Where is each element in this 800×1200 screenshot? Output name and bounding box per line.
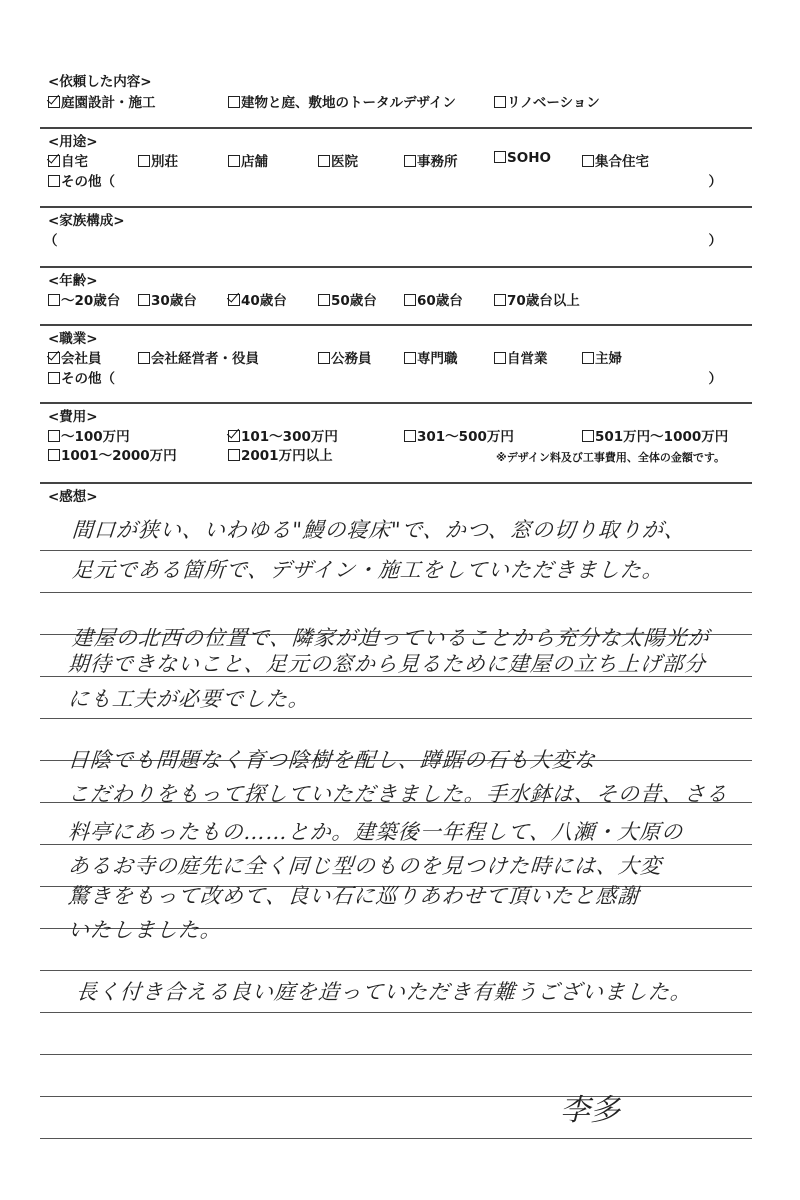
- age-option-50s[interactable]: 50歳台: [318, 289, 377, 309]
- age-option-40s[interactable]: 40歳台: [228, 289, 287, 309]
- checkbox-icon[interactable]: [318, 155, 330, 167]
- impression-line: 建屋の北西の位置で、隣家が迫っていることから充分な太陽光が: [71, 626, 711, 650]
- impression-line: あるお寺の庭先に全く同じ型のものを見つけた時には、大変: [67, 854, 663, 878]
- usage-option-clinic[interactable]: 医院: [318, 150, 358, 170]
- ruled-line: [40, 1054, 752, 1055]
- section-divider: [40, 482, 752, 484]
- impression-line: 長く付き合える良い庭を造っていただき有難うございました。: [75, 980, 693, 1004]
- checkbox-icon[interactable]: [404, 430, 416, 442]
- age-option-70s[interactable]: 70歳台以上: [494, 289, 580, 309]
- occupation-option-specialist[interactable]: 専門職: [404, 347, 458, 367]
- impression-line: こだわりをもって探していただきました。手水鉢は、その昔、さる: [67, 782, 729, 806]
- checkbox-icon[interactable]: [582, 155, 594, 167]
- checkbox-icon[interactable]: [582, 352, 594, 364]
- close-paren: ）: [708, 371, 722, 387]
- cost-option-501-1000[interactable]: 501万円～1000万円: [582, 425, 728, 445]
- checkbox-checked-icon[interactable]: [228, 430, 240, 442]
- occupation-option-homemaker[interactable]: 主婦: [582, 347, 622, 367]
- checkbox-icon[interactable]: [48, 449, 60, 461]
- impression-line: 足元である箇所で、デザイン・施工をしていただきました。: [71, 558, 665, 582]
- checkbox-icon[interactable]: [138, 155, 150, 167]
- checkbox-icon[interactable]: [138, 294, 150, 306]
- impression-line: 日陰でも問題なく育つ陰樹を配し、蹲踞の石も大変な: [67, 748, 597, 772]
- impression-line: 期待できないこと、足元の窓から見るために建屋の立ち上げ部分: [67, 652, 707, 676]
- section-divider: [40, 127, 752, 129]
- ruled-line: [40, 718, 752, 719]
- family-section-title: <家族構成>: [48, 213, 125, 229]
- checkbox-icon[interactable]: [494, 352, 506, 364]
- checkbox-icon[interactable]: [48, 294, 60, 306]
- age-option-30s[interactable]: 30歳台: [138, 289, 197, 309]
- usage-option-home[interactable]: 自宅: [48, 150, 88, 170]
- close-paren: ）: [708, 174, 722, 190]
- ruled-line: [40, 1138, 752, 1139]
- ruled-line: [40, 550, 752, 551]
- ruled-line: [40, 592, 752, 593]
- cost-option-101-300[interactable]: 101～300万円: [228, 425, 338, 445]
- checkbox-icon[interactable]: [494, 151, 506, 163]
- checkbox-icon[interactable]: [228, 449, 240, 461]
- occupation-option-civil-servant[interactable]: 公務員: [318, 347, 372, 367]
- request-option-total-design[interactable]: 建物と庭、敷地のトータルデザイン: [228, 91, 456, 111]
- occupation-option-executive[interactable]: 会社経営者・役員: [138, 347, 259, 367]
- section-divider: [40, 206, 752, 208]
- cost-option-under-100[interactable]: ～100万円: [48, 425, 130, 445]
- checkbox-icon[interactable]: [48, 430, 60, 442]
- checkbox-checked-icon[interactable]: [48, 352, 60, 364]
- section-divider: [40, 402, 752, 404]
- checkbox-icon[interactable]: [48, 372, 60, 384]
- impression-line: 間口が狭い、いわゆる"鰻の寝床"で、かつ、窓の切り取りが、: [71, 518, 687, 542]
- usage-option-soho[interactable]: SOHO: [494, 150, 551, 166]
- usage-option-shop[interactable]: 店舗: [228, 150, 268, 170]
- checkbox-icon[interactable]: [318, 352, 330, 364]
- impression-line: 驚きをもって改めて、良い石に巡りあわせて頂いたと感謝: [67, 884, 641, 908]
- checkbox-icon[interactable]: [404, 294, 416, 306]
- checkbox-icon[interactable]: [228, 155, 240, 167]
- checkbox-icon[interactable]: [494, 294, 506, 306]
- request-section-title: <依頼した内容>: [48, 74, 152, 90]
- usage-option-other[interactable]: その他（: [48, 170, 115, 190]
- cost-section-title: <費用>: [48, 409, 98, 425]
- usage-option-apartment[interactable]: 集合住宅: [582, 150, 649, 170]
- occupation-section-title: <職業>: [48, 331, 98, 347]
- age-option-60s[interactable]: 60歳台: [404, 289, 463, 309]
- cost-note: ※デザイン料及び工事費用、全体の金額です。: [496, 451, 726, 464]
- impressions-section-title: <感想>: [48, 489, 98, 505]
- checkbox-icon[interactable]: [138, 352, 150, 364]
- ruled-line: [40, 1012, 752, 1013]
- section-divider: [40, 266, 752, 268]
- impression-line: いたしました。: [67, 918, 223, 942]
- occupation-option-self-employed[interactable]: 自営業: [494, 347, 548, 367]
- family-close-paren: ）: [708, 233, 722, 249]
- checkbox-icon[interactable]: [228, 96, 240, 108]
- cost-option-over-2001[interactable]: 2001万円以上: [228, 444, 333, 464]
- checkbox-icon[interactable]: [582, 430, 594, 442]
- checkbox-checked-icon[interactable]: [48, 96, 60, 108]
- checkbox-icon[interactable]: [48, 175, 60, 187]
- signature: 李多: [560, 1093, 620, 1128]
- checkbox-icon[interactable]: [318, 294, 330, 306]
- usage-section-title: <用途>: [48, 134, 98, 150]
- impression-line: 料亭にあったもの……とか。建築後一年程して、八瀬・大原の: [67, 820, 685, 844]
- age-option-20s[interactable]: ～20歳台: [48, 289, 120, 309]
- usage-option-villa[interactable]: 別荘: [138, 150, 178, 170]
- checkbox-icon[interactable]: [494, 96, 506, 108]
- occupation-option-other[interactable]: その他（: [48, 367, 115, 387]
- occupation-option-employee[interactable]: 会社員: [48, 347, 102, 367]
- cost-option-1001-2000[interactable]: 1001～2000万円: [48, 444, 177, 464]
- usage-option-office[interactable]: 事務所: [404, 150, 458, 170]
- impression-line: にも工夫が必要でした。: [67, 687, 311, 711]
- section-divider: [40, 324, 752, 326]
- age-section-title: <年齢>: [48, 273, 98, 289]
- ruled-line: [40, 970, 752, 971]
- checkbox-icon[interactable]: [404, 352, 416, 364]
- ruled-line: [40, 1096, 752, 1097]
- request-option-garden[interactable]: 庭園設計・施工: [48, 91, 156, 111]
- request-option-renovation[interactable]: リノベーション: [494, 91, 600, 111]
- checkbox-checked-icon[interactable]: [228, 294, 240, 306]
- cost-option-301-500[interactable]: 301～500万円: [404, 425, 514, 445]
- checkbox-checked-icon[interactable]: [48, 155, 60, 167]
- checkbox-icon[interactable]: [404, 155, 416, 167]
- family-open-paren: （: [44, 233, 58, 249]
